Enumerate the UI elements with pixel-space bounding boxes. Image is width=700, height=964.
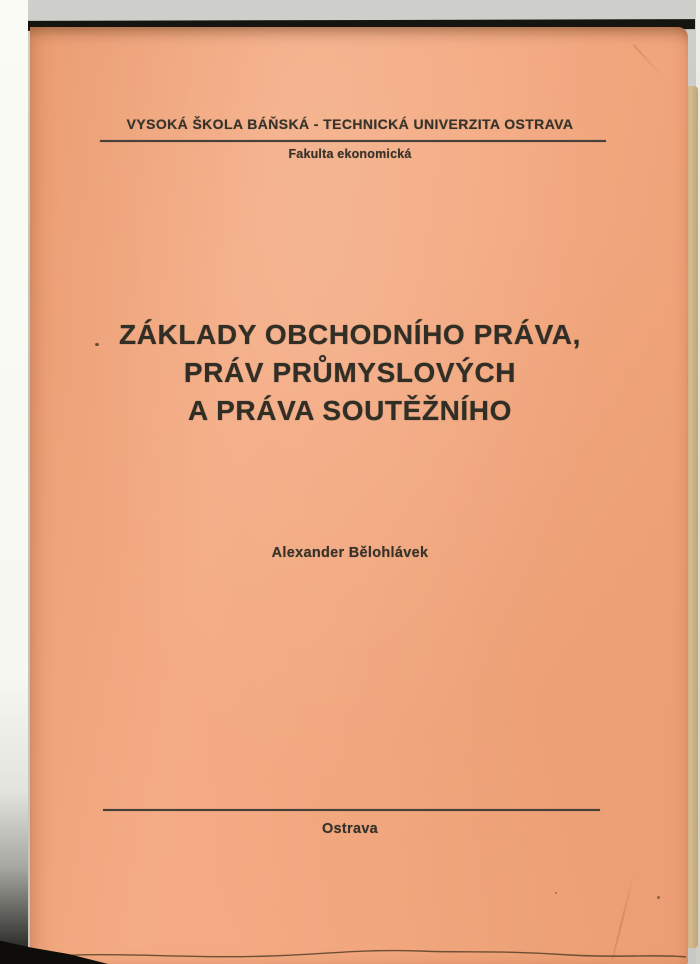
book-title [30, 316, 670, 430]
cover-speck [657, 896, 660, 899]
book-title-line-2: PRÁV PRŮMYSLOVÝCH [183, 357, 517, 388]
cover-speck [555, 892, 557, 894]
book-title-line-3: A PRÁVA SOUTĚŽNÍHO [188, 395, 512, 426]
cover-speck [95, 343, 99, 346]
faculty-name: Fakulta ekonomická [288, 147, 412, 161]
author-name: Alexander Bělohlávek [271, 545, 429, 561]
university-name: VYSOKÁ ŠKOLA BÁŇSKÁ - TECHNICKÁ UNIVERZITA OSTRAVA [126, 116, 574, 132]
header-rule [100, 140, 606, 142]
city-name: Ostrava [321, 821, 379, 837]
book-title-line-1: ZÁKLADY OBCHODNÍHO PRÁVA, [119, 319, 581, 350]
scanner-bed-left-strip [0, 0, 28, 964]
cover-bottom-edge-crease [30, 946, 688, 962]
footer-rule [103, 809, 600, 811]
book-cover [30, 27, 688, 964]
cover-crease [633, 44, 665, 80]
